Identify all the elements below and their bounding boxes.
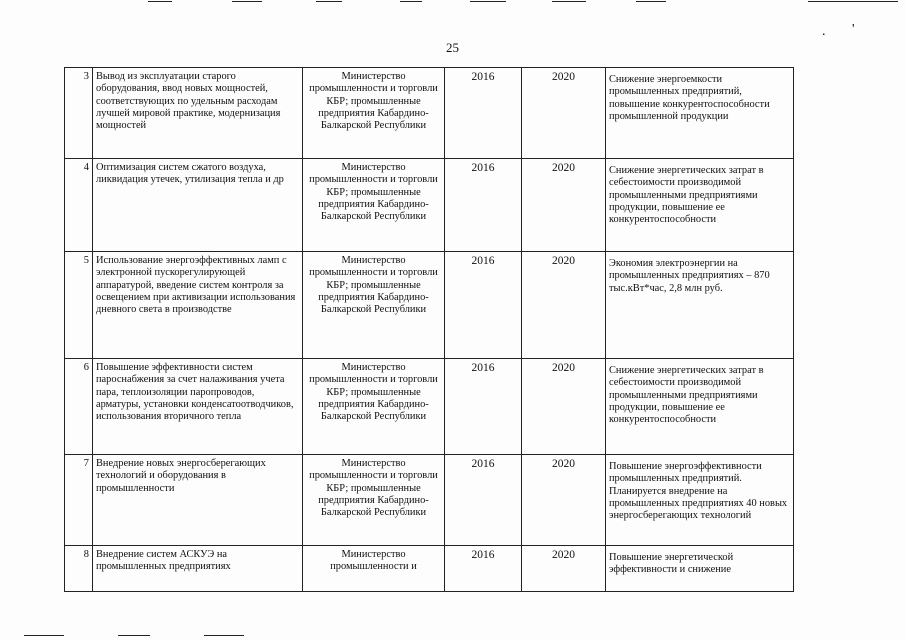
start-year-cell: 2016 <box>445 68 522 159</box>
scan-mark <box>470 1 506 2</box>
start-year-cell: 2016 <box>445 455 522 546</box>
executor-cell: Министерство промышленности и торговли КБР; промышленные предприятия Кабардино-Балкарской Республики <box>303 455 445 546</box>
start-year-cell: 2016 <box>445 252 522 359</box>
scan-mark <box>552 1 586 2</box>
measure-cell: Внедрение новых энергосберегающих технологий и оборудования в промышленности <box>93 455 303 546</box>
measure-cell: Вывод из эксплуатации старого оборудования, ввод новых мощностей, соответствующих по удельным расходам лучшей мировой практике, модернизация мощностей <box>93 68 303 159</box>
start-year-cell: 2016 <box>445 359 522 455</box>
executor-cell: Министерство промышленности и <box>303 546 445 592</box>
result-cell: Снижение энергетических затрат в себестоимости производимой промышленными предприятиями продукции, повышение ее конкурентоспособности <box>606 159 794 252</box>
end-year-cell: 2020 <box>522 68 606 159</box>
measure-cell: Оптимизация систем сжатого воздуха, ликвидация утечек, утилизация тепла и др <box>93 159 303 252</box>
start-year-cell: 2016 <box>445 159 522 252</box>
table-row <box>65 455 794 546</box>
result-cell: Экономия электроэнергии на промышленных предприятиях – 870 тыс.кВт*час, 2,8 млн руб. <box>606 252 794 359</box>
end-year-cell: 2020 <box>522 455 606 546</box>
executor-cell: Министерство промышленности и торговли КБР; промышленные предприятия Кабардино-Балкарской Республики <box>303 359 445 455</box>
row-number: 6 <box>65 359 93 455</box>
scan-mark <box>636 1 666 2</box>
scan-mark <box>400 1 422 2</box>
scan-speck: ' <box>852 22 855 37</box>
table-row <box>65 252 794 359</box>
row-number: 3 <box>65 68 93 159</box>
row-number: 7 <box>65 455 93 546</box>
table-row <box>65 359 794 455</box>
executor-cell: Министерство промышленности и торговли КБР; промышленные предприятия Кабардино-Балкарской Республики <box>303 159 445 252</box>
measures-table <box>64 67 794 592</box>
start-year-cell: 2016 <box>445 546 522 592</box>
scan-mark <box>118 635 150 636</box>
table-row <box>65 68 794 159</box>
row-number: 5 <box>65 252 93 359</box>
result-cell: Повышение энергоэффективности промышленных предприятий. Планируется внедрение на промышленных предприятиях 40 новых энергосберегающих технологий <box>606 455 794 546</box>
measure-cell: Внедрение систем АСКУЭ на промышленных предприятиях <box>93 546 303 592</box>
measure-cell: Повышение эффективности систем пароснабжения за счет налаживания учета пара, теплоизоляции паропроводов, арматуры, установки конденсатоотводчиков, использования вторичного тепла <box>93 359 303 455</box>
executor-cell: Министерство промышленности и торговли КБР; промышленные предприятия Кабардино-Балкарской Республики <box>303 68 445 159</box>
executor-cell: Министерство промышленности и торговли КБР; промышленные предприятия Кабардино-Балкарской Республики <box>303 252 445 359</box>
scan-speck: . <box>822 24 826 39</box>
scan-mark <box>24 635 64 636</box>
page-number: 25 <box>446 40 459 55</box>
measure-cell: Использование энергоэффективных ламп с электронной пускорегулирующей аппаратурой, введение систем контроля за освещением при активизации использования дневного света в производстве <box>93 252 303 359</box>
scan-mark <box>204 635 244 636</box>
end-year-cell: 2020 <box>522 546 606 592</box>
row-number: 4 <box>65 159 93 252</box>
row-number: 8 <box>65 546 93 592</box>
table-row <box>65 159 794 252</box>
end-year-cell: 2020 <box>522 359 606 455</box>
end-year-cell: 2020 <box>522 252 606 359</box>
result-cell: Повышение энергетической эффективности и снижение <box>606 546 794 592</box>
scan-mark <box>808 1 898 2</box>
table-row <box>65 546 794 592</box>
scan-mark <box>316 1 342 2</box>
result-cell: Снижение энергоемкости промышленных предприятий, повышение конкурентоспособности промышленной продукции <box>606 68 794 159</box>
end-year-cell: 2020 <box>522 159 606 252</box>
scan-mark <box>148 1 172 2</box>
result-cell: Снижение энергетических затрат в себестоимости производимой промышленными предприятиями продукции, повышение ее конкурентоспособности <box>606 359 794 455</box>
scan-mark <box>232 1 262 2</box>
